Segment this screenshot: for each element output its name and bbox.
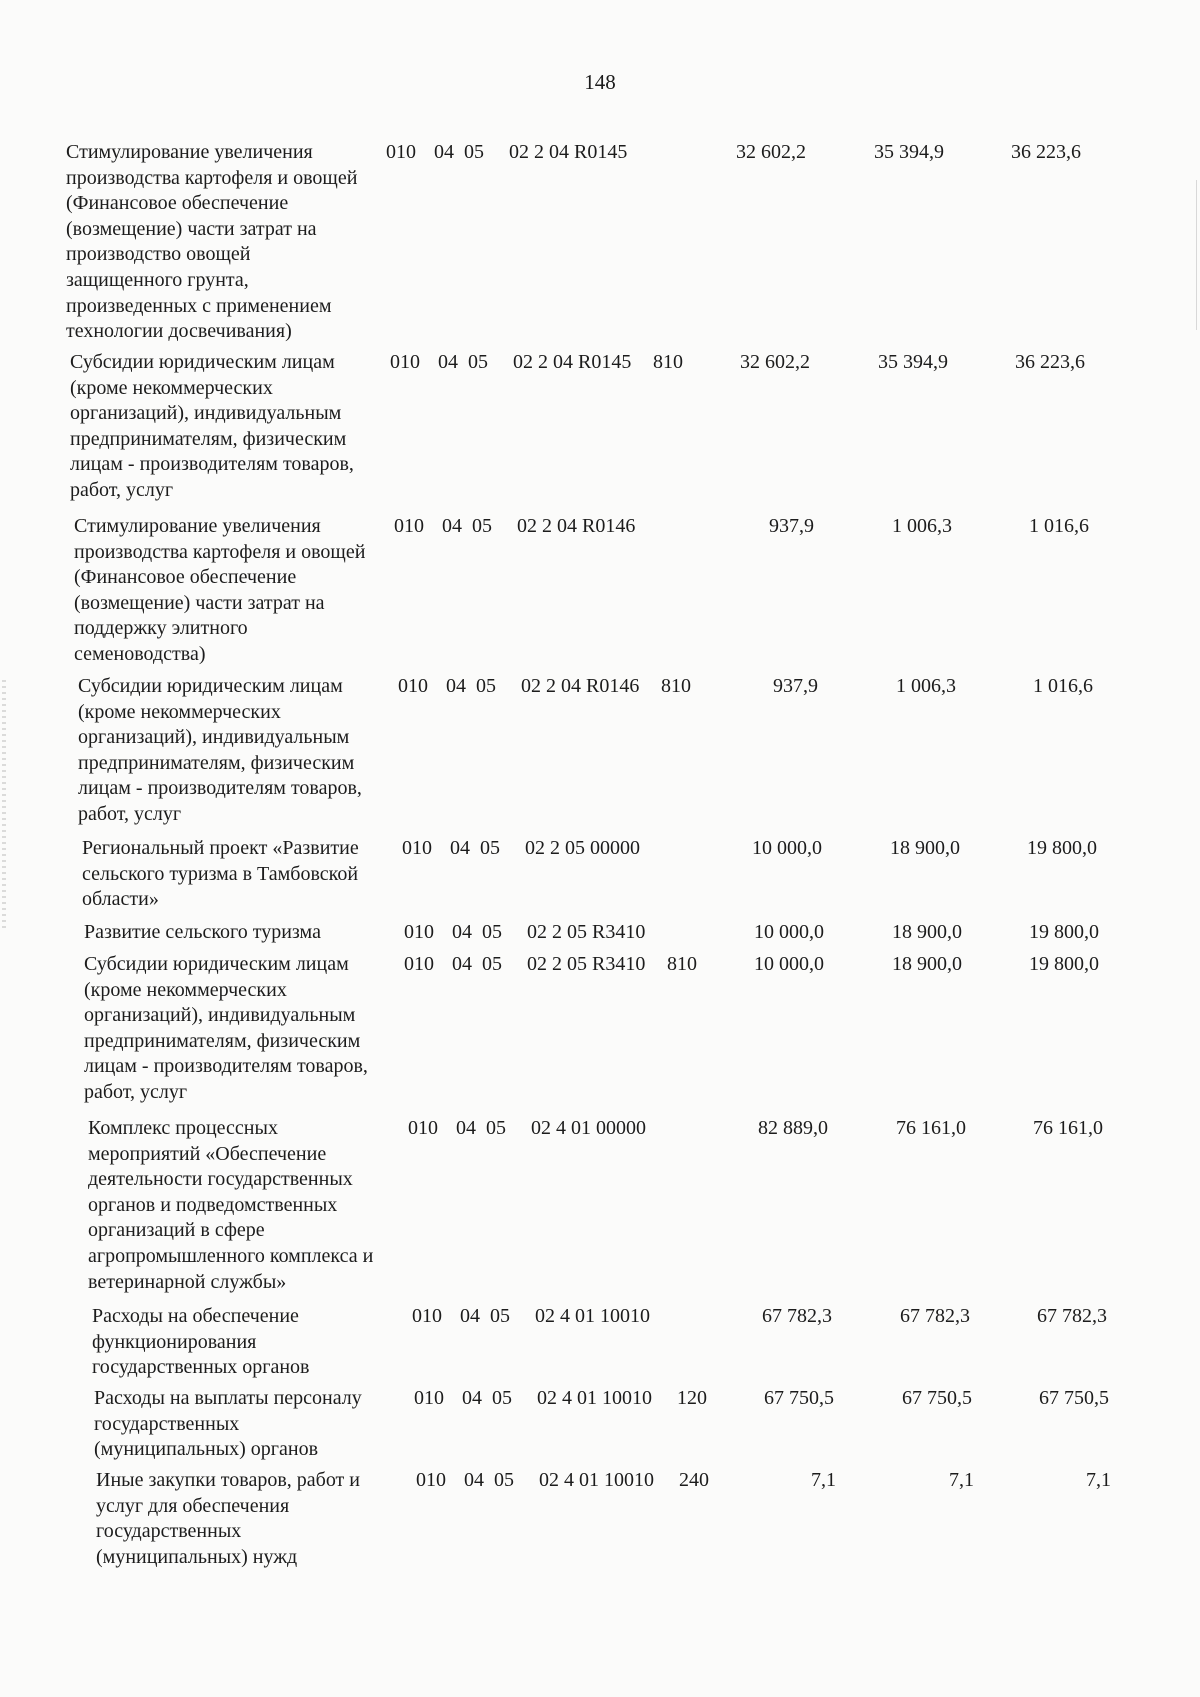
row-target-article: 02 4 01 10010	[537, 1387, 652, 1409]
row-amount-3: 19 800,0	[1029, 953, 1099, 975]
row-section: 04	[462, 1387, 482, 1409]
row-section: 04	[438, 351, 458, 373]
row-subsection: 05	[472, 515, 492, 537]
row-amount-3: 76 161,0	[1033, 1117, 1103, 1139]
row-amount-3: 19 800,0	[1027, 837, 1097, 859]
row-amount-2: 35 394,9	[878, 351, 948, 373]
row-amount-2: 67 750,5	[902, 1387, 972, 1409]
row-amount-1: 937,9	[769, 515, 814, 537]
row-target-article: 02 2 04 R0146	[517, 515, 636, 537]
row-amount-2: 1 006,3	[896, 675, 956, 697]
row-target-article: 02 2 05 R3410	[527, 921, 646, 943]
row-name: Расходы на обеспечение функционирования государственных органов	[92, 1305, 310, 1379]
row-section: 04	[446, 675, 466, 697]
row-gr-code: 010	[412, 1305, 442, 1327]
row-amount-2: 35 394,9	[874, 141, 944, 163]
row-subsection: 05	[468, 351, 488, 373]
row-target-article: 02 2 04 R0146	[521, 675, 640, 697]
row-subsection: 05	[464, 141, 484, 163]
row-subsection: 05	[490, 1305, 510, 1327]
row-amount-3: 67 782,3	[1037, 1305, 1107, 1327]
row-amount-1: 32 602,2	[736, 141, 806, 163]
row-target-article: 02 4 01 00000	[531, 1117, 646, 1139]
row-amount-1: 937,9	[773, 675, 818, 697]
row-subsection: 05	[486, 1117, 506, 1139]
row-subsection: 05	[494, 1469, 514, 1491]
row-section: 04	[460, 1305, 480, 1327]
row-amount-1: 10 000,0	[754, 953, 824, 975]
row-section: 04	[442, 515, 462, 537]
row-gr-code: 010	[386, 141, 416, 163]
row-amount-2: 1 006,3	[892, 515, 952, 537]
row-name: Комплекс процессных мероприятий «Обеспечение деятельности государственных органов и подведомственных организаций в сфере агропромышленного комплекса и ветеринарной службы»	[88, 1117, 374, 1293]
row-gr-code: 010	[404, 921, 434, 943]
row-amount-2: 67 782,3	[900, 1305, 970, 1327]
row-expense-type: 810	[653, 351, 683, 373]
row-amount-2: 18 900,0	[892, 953, 962, 975]
scan-edge-noise	[2, 680, 6, 930]
row-name: Расходы на выплаты персоналу государственных (муниципальных) органов	[94, 1387, 362, 1461]
row-name: Субсидии юридическим лицам (кроме некоммерческих организаций), индивидуальным предпринимателям, физическим лицам - производителям товаров, работ, услуг	[84, 953, 368, 1103]
row-section: 04	[450, 837, 470, 859]
page-number: 148	[584, 70, 616, 94]
row-gr-code: 010	[394, 515, 424, 537]
row-gr-code: 010	[402, 837, 432, 859]
row-section: 04	[434, 141, 454, 163]
row-amount-2: 18 900,0	[892, 921, 962, 943]
row-gr-code: 010	[416, 1469, 446, 1491]
row-name: Иные закупки товаров, работ и услуг для обеспечения государственных (муниципальных) нужд	[96, 1469, 361, 1568]
row-amount-2: 7,1	[949, 1469, 974, 1491]
row-section: 04	[452, 921, 472, 943]
row-amount-3: 67 750,5	[1039, 1387, 1109, 1409]
row-name: Региональный проект «Развитие сельского туризма в Тамбовской области»	[82, 837, 359, 911]
row-amount-1: 67 782,3	[762, 1305, 832, 1327]
row-name: Субсидии юридическим лицам (кроме некоммерческих организаций), индивидуальным предпринимателям, физическим лицам - производителям товаров, работ, услуг	[70, 351, 354, 501]
row-gr-code: 010	[408, 1117, 438, 1139]
row-expense-type: 240	[679, 1469, 709, 1491]
row-amount-1: 32 602,2	[740, 351, 810, 373]
row-amount-2: 76 161,0	[896, 1117, 966, 1139]
scan-edge-line	[1196, 180, 1197, 330]
row-gr-code: 010	[414, 1387, 444, 1409]
row-amount-1: 10 000,0	[754, 921, 824, 943]
row-name: Субсидии юридическим лицам (кроме некоммерческих организаций), индивидуальным предпринимателям, физическим лицам - производителям товаров, работ, услуг	[78, 675, 362, 825]
row-subsection: 05	[482, 953, 502, 975]
row-amount-1: 82 889,0	[758, 1117, 828, 1139]
row-subsection: 05	[492, 1387, 512, 1409]
row-target-article: 02 4 01 10010	[539, 1469, 654, 1491]
row-section: 04	[464, 1469, 484, 1491]
row-amount-2: 18 900,0	[890, 837, 960, 859]
row-amount-3: 36 223,6	[1015, 351, 1085, 373]
row-amount-3: 7,1	[1086, 1469, 1111, 1491]
row-expense-type: 810	[667, 953, 697, 975]
row-expense-type: 120	[677, 1387, 707, 1409]
row-name: Стимулирование увеличения производства картофеля и овощей (Финансовое обеспечение (возмещение) части затрат на производство овощей защищенного грунта, произведенных с применением технологии досвечивания)	[66, 141, 358, 343]
row-subsection: 05	[482, 921, 502, 943]
row-expense-type: 810	[661, 675, 691, 697]
row-target-article: 02 2 05 00000	[525, 837, 640, 859]
row-amount-3: 1 016,6	[1029, 515, 1089, 537]
row-section: 04	[456, 1117, 476, 1139]
row-target-article: 02 2 04 R0145	[509, 141, 628, 163]
row-target-article: 02 4 01 10010	[535, 1305, 650, 1327]
row-gr-code: 010	[404, 953, 434, 975]
row-target-article: 02 2 05 R3410	[527, 953, 646, 975]
row-amount-1: 10 000,0	[752, 837, 822, 859]
row-gr-code: 010	[398, 675, 428, 697]
row-name: Стимулирование увеличения производства картофеля и овощей (Финансовое обеспечение (возмещение) части затрат на поддержку элитного семеноводства)	[74, 515, 366, 665]
row-subsection: 05	[480, 837, 500, 859]
row-amount-1: 67 750,5	[764, 1387, 834, 1409]
row-subsection: 05	[476, 675, 496, 697]
row-amount-3: 19 800,0	[1029, 921, 1099, 943]
row-amount-3: 1 016,6	[1033, 675, 1093, 697]
row-gr-code: 010	[390, 351, 420, 373]
row-name: Развитие сельского туризма	[84, 921, 321, 943]
row-amount-3: 36 223,6	[1011, 141, 1081, 163]
row-target-article: 02 2 04 R0145	[513, 351, 632, 373]
row-amount-1: 7,1	[811, 1469, 836, 1491]
row-section: 04	[452, 953, 472, 975]
